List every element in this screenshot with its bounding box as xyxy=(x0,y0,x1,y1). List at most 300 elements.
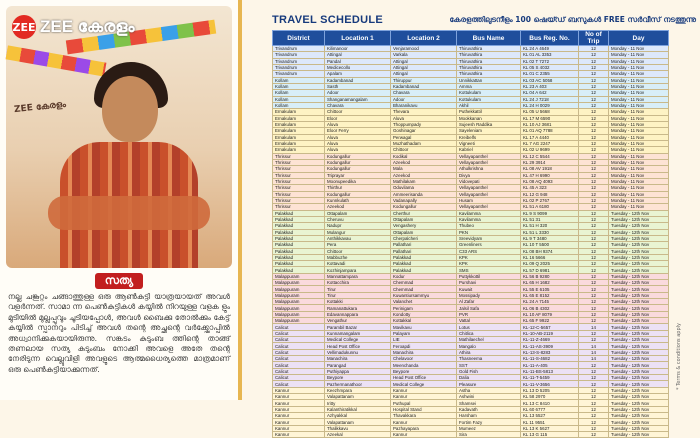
table-cell: Kottacchira xyxy=(325,280,391,286)
table-cell: Pallathari xyxy=(391,248,457,254)
table-cell: 12 xyxy=(579,235,609,241)
table-cell: 12 xyxy=(579,178,609,184)
table-cell: 12 xyxy=(579,400,609,406)
brand-caption: ZEE കേരളം xyxy=(13,99,67,116)
table-cell: Dalia xyxy=(457,375,521,381)
table-cell: Eloor Ferry xyxy=(325,128,391,134)
table-cell: KL 17 M 6590 xyxy=(521,115,579,121)
table-cell: Kollam xyxy=(273,83,325,89)
table-cell: Thevara xyxy=(391,109,457,115)
table-cell: Malappuram xyxy=(273,292,325,298)
table-cell: Attingal xyxy=(325,52,391,58)
table-cell: KL 29 3914 xyxy=(521,159,579,165)
table-cell: KL 51 L 3330 xyxy=(521,229,579,235)
table-cell: Palakkad xyxy=(273,254,325,260)
table-cell: Vengathur xyxy=(325,318,391,324)
table-cell: Monday - 11 Nov xyxy=(609,197,669,203)
table-cell: 14 xyxy=(579,324,609,330)
table-cell: KL-11-BS-5813 xyxy=(521,368,579,374)
table-cell: Perwagal xyxy=(391,134,457,140)
table-cell: KL 13 C 8410 xyxy=(521,400,579,406)
table-cell: Parambil Bazar xyxy=(325,324,391,330)
table-cell: Kannur xyxy=(391,419,457,425)
table-cell: Kabriel xyxy=(457,147,521,153)
table-cell: Pera xyxy=(325,242,391,248)
table-cell: 12 xyxy=(579,52,609,58)
table-cell: 14 xyxy=(579,343,609,349)
table-cell: Pleasure xyxy=(457,381,521,387)
table-cell: Thiruvathira xyxy=(457,52,521,58)
schedule-title: TRAVEL SCHEDULE xyxy=(272,14,384,26)
table-cell: Kannur xyxy=(391,394,457,400)
table-cell: 12 xyxy=(579,83,609,89)
table-cell: Calicut xyxy=(273,362,325,368)
table-cell: Thasneema xyxy=(457,356,521,362)
table-cell: KL 05 S 4032 xyxy=(521,64,579,70)
table-cell: Palakkad xyxy=(273,242,325,248)
table-cell: KL 12 C 5544 xyxy=(521,153,579,159)
table-cell: Hospital Stand xyxy=(391,406,457,412)
table-cell: Monday - 11 Nov xyxy=(609,102,669,108)
table-cell: 12 xyxy=(579,229,609,235)
table-cell: Calicut xyxy=(273,343,325,349)
table-cell: Muzhathadam xyxy=(391,140,457,146)
table-cell: Kilimanoor xyxy=(325,46,391,52)
table-cell: KL 10 AF 8079 xyxy=(521,311,579,317)
table-cell: Kodikal xyxy=(391,153,457,159)
table-cell: Thrissur xyxy=(273,166,325,172)
table-cell: Vidovepati xyxy=(457,178,521,184)
table-cell: KL 23 A 403 xyxy=(521,83,579,89)
table-cell: KL 08 AQ 4093 xyxy=(521,178,579,184)
table-cell: Chittoor xyxy=(391,147,457,153)
table-cell: Monday - 11 Nov xyxy=(609,153,669,159)
table-cell: Thrissur xyxy=(273,178,325,184)
table-cell: KL 08 BH 9374 xyxy=(521,248,579,254)
table-cell: 12 xyxy=(579,216,609,222)
table-cell: Kottakkal xyxy=(391,318,457,324)
table-cell: KL 01 AQ 7788 xyxy=(521,128,579,134)
table-cell: KL 13 5527 xyxy=(521,413,579,419)
table-cell: 12 xyxy=(579,147,609,153)
table-cell: C33 ARS xyxy=(457,248,521,254)
table-cell: Monday - 11 Nov xyxy=(609,204,669,210)
table-cell: Palakkad xyxy=(273,261,325,267)
table-cell: Tuesday - 12th Nov xyxy=(609,381,669,387)
table-cell: Kannur xyxy=(273,400,325,406)
table-cell: Attingal xyxy=(391,71,457,77)
table-cell: Parangad xyxy=(325,362,391,368)
table-cell: Gold Fish xyxy=(457,368,521,374)
table-cell: Tuesday - 12th Nov xyxy=(609,299,669,305)
table-cell: Tuesday - 12th Nov xyxy=(609,210,669,216)
table-cell: KL 04 A 642 xyxy=(521,90,579,96)
table-cell: 12 xyxy=(579,58,609,64)
table-cell: Tuesday - 12th Nov xyxy=(609,432,669,438)
table-cell: Sreevidyam xyxy=(457,235,521,241)
table-cell: Kodur xyxy=(391,273,457,279)
table-cell: Ottapalam xyxy=(391,229,457,235)
table-cell: KL 57 D 6981 xyxy=(521,267,579,273)
person-arms xyxy=(48,196,210,230)
table-cell: Triprayar xyxy=(325,172,391,178)
table-cell: 12 xyxy=(579,267,609,273)
table-cell: Manachira xyxy=(325,356,391,362)
table-cell: KL 47 H 6990 xyxy=(521,172,579,178)
table-cell: Calicut xyxy=(273,349,325,355)
table-cell: Kannur xyxy=(391,387,457,393)
table-cell: Chitlica xyxy=(457,330,521,336)
table-cell: Azeekod xyxy=(391,172,457,178)
table-cell: Purshavi xyxy=(457,280,521,286)
table-cell: KL-11-V-3656 xyxy=(521,381,579,387)
table-cell: KL 51 31 xyxy=(521,216,579,222)
table-cell: 12 xyxy=(579,413,609,419)
table-cell: Harsham xyxy=(457,413,521,419)
table-cell: Aluva xyxy=(325,140,391,146)
table-cell: Thrissur xyxy=(273,153,325,159)
table-cell: KL 11 9551 xyxy=(521,419,579,425)
table-cell: Medicecollo xyxy=(325,64,391,70)
table-cell: 12 xyxy=(579,292,609,298)
table-cell: 12 xyxy=(579,90,609,96)
table-cell: Aluva xyxy=(391,115,457,121)
table-cell: Attingal xyxy=(391,58,457,64)
table-cell: Perinigam xyxy=(391,305,457,311)
table-cell: 12 xyxy=(579,210,609,216)
table-cell: Tuesday - 12th Nov xyxy=(609,406,669,412)
table-cell: Palayam xyxy=(391,330,457,336)
table-cell: 12 xyxy=(579,248,609,254)
table-cell: KL 51 A 6180 xyxy=(521,204,579,210)
table-cell: KL-11-AS-3909 xyxy=(521,343,579,349)
table-cell: KL 10 T 5500 xyxy=(521,242,579,248)
table-cell: Kannur xyxy=(273,387,325,393)
table-cell: Jalsil Safa xyxy=(457,305,521,311)
table-cell: Greenliners xyxy=(457,242,521,248)
table-cell: Monday - 11 Nov xyxy=(609,96,669,102)
table-cell: Azeekal xyxy=(325,432,391,438)
table-cell: KL 55 E 6105 xyxy=(521,286,579,292)
table-cell: Tuesday - 12th Nov xyxy=(609,318,669,324)
table-cell: Monday - 11 Nov xyxy=(609,185,669,191)
table-cell: KL 9 T 3480 xyxy=(521,235,579,241)
table-cell: KL-11-T-5459 xyxy=(521,375,579,381)
table-cell: 12 xyxy=(579,368,609,374)
table-cell: Palakkad xyxy=(391,261,457,267)
table-cell: Monday - 11 Nov xyxy=(609,128,669,134)
table-cell: Ernakulam xyxy=(273,128,325,134)
table-cell: Varkala xyxy=(391,52,457,58)
table-cell: KL 02 T 7272 xyxy=(521,58,579,64)
table-cell: 12 xyxy=(579,115,609,121)
table-cell: Chittoor xyxy=(325,109,391,115)
table-cell: KL 24 H 0029 xyxy=(521,102,579,108)
table-cell: Kozhinjampara xyxy=(325,267,391,273)
table-cell: Tuesday - 12th Nov xyxy=(609,343,669,349)
table-cell: Mathilaechel xyxy=(457,337,521,343)
table-cell: KL 58 2970 xyxy=(521,394,579,400)
table-cell: Meenchanda xyxy=(391,362,457,368)
table-cell: 12 xyxy=(579,330,609,336)
table-cell: KL 24 A 4649 xyxy=(521,46,579,52)
table-cell: Feroapdi xyxy=(391,343,457,349)
table-cell: 12 xyxy=(579,299,609,305)
table-cell: Kottukulam xyxy=(457,96,521,102)
table-cell: 12 xyxy=(579,191,609,197)
table-cell: 12 xyxy=(579,311,609,317)
table-cell: Thalikkavu xyxy=(325,425,391,431)
table-cell: 12 xyxy=(579,197,609,203)
table-cell: Al Zafar xyxy=(457,299,521,305)
show-title-label: സത്യ xyxy=(95,273,143,289)
table-cell: Kollam xyxy=(273,96,325,102)
table-cell: Monday - 11 Nov xyxy=(609,46,669,52)
table-cell: Palakkad xyxy=(273,248,325,254)
table-cell: Thiruvathira xyxy=(457,64,521,70)
table-cell: Kavilamma xyxy=(457,216,521,222)
table-cell: Divya xyxy=(457,172,521,178)
table-cell: Trivandrum xyxy=(273,58,325,64)
table-cell: KL 03 AC 5058 xyxy=(521,77,579,83)
table-cell: 12 xyxy=(579,166,609,172)
table-cell: KL 51 H 320 xyxy=(521,223,579,229)
column-header: Bus Reg. No. xyxy=(521,31,579,46)
table-cell: Moonupeedika xyxy=(325,178,391,184)
table-cell: Pazhermanathoor xyxy=(325,381,391,387)
table-cell: Kottakki xyxy=(325,299,391,305)
table-cell: Thiruvathira xyxy=(457,46,521,52)
table-cell: Palakkad xyxy=(273,235,325,241)
table-cell: Ernakulam xyxy=(273,134,325,140)
table-cell: Tuesday - 12th Nov xyxy=(609,400,669,406)
table-cell: 12 xyxy=(579,381,609,387)
table-cell: Monday - 11 Nov xyxy=(609,58,669,64)
table-cell: KL 16 5666 xyxy=(521,254,579,260)
table-cell: KL 13 K 5627 xyxy=(521,425,579,431)
table-cell: 12 xyxy=(579,159,609,165)
table-cell: Kunnkulath xyxy=(325,197,391,203)
table-cell: Vellimadukunnu xyxy=(325,349,391,355)
table-cell: Kannur xyxy=(273,425,325,431)
table-cell: KL 01 AL 3353 xyxy=(521,52,579,58)
table-cell: Malappuram xyxy=(273,286,325,292)
table-cell: Kadavath xyxy=(457,406,521,412)
table-cell: Tuesday - 12th Nov xyxy=(609,305,669,311)
table-cell: Unnikkattan xyxy=(457,77,521,83)
schedule-table-wrap xyxy=(272,30,668,438)
table-cell: Azeekod xyxy=(325,204,391,210)
table-cell: 12 xyxy=(579,286,609,292)
table-cell: Shanganamangalam xyxy=(325,96,391,102)
table-cell: Beypore xyxy=(391,368,457,374)
table-cell: Kunnamangalam xyxy=(325,330,391,336)
table-cell: Trivandrum xyxy=(273,52,325,58)
show-synopsis: നല്ല ചങ്കൂറ്റം ചങ്ങാത്തുള്ള ഒരു ആൺകുട്ടി യാത്രയായത് അവൾ വളർന്നത്. സാമാ ന്ന പെൺകുട്ടികൾ കയ്യിൽ നിറയുള്ള വളക ളും മുടിയിൽ മുല്ലപ്പൂവും ചൂടിയപ്പോൾ, അവൾ ബൈക്കു തോൽക്കും കേട്ട് കയ്യിൽ സ്പാനറും പിടിച്ച് അവൾ തന്റെ അച്ഛന്റെ വർക്ക്ഷോപ്പിൽ അധ്വാനിക്കുകയായിരുന്നു. സങ്കടം കുടുംബ ത്തിന്റെ താങ്ങ് തണലായ സത്യ കുടുംബം നോക്കി അവളെ അതേ തന്റെ നേരിടുന്ന വെല്ലുവിളി അവളുടെ ആത്മധൈര്യത്തെ മാത്രമാണ് ഒരു പെൺകുട്ടിയാക്കുന്നത്. xyxy=(8,292,230,374)
table-cell: Thrissur xyxy=(273,191,325,197)
table-cell: KPK xyxy=(457,254,521,260)
table-cell: Kannur xyxy=(391,432,457,438)
table-cell: 12 xyxy=(579,185,609,191)
table-cell: Medical College xyxy=(325,337,391,343)
table-cell: 12 xyxy=(579,140,609,146)
table-cell: Iritty xyxy=(325,400,391,406)
table-cell: Tuesday - 12th Nov xyxy=(609,349,669,355)
table-cell: Tuesday - 12th Nov xyxy=(609,419,669,425)
table-cell: Malappuram xyxy=(273,273,325,279)
table-cell: Beypore xyxy=(325,375,391,381)
table-cell: Kodungallur xyxy=(325,166,391,172)
table-cell: KL 08 AV 1918 xyxy=(521,166,579,172)
table-cell: Tuesday - 12th Nov xyxy=(609,273,669,279)
table-cell: Kalanthiratikkal xyxy=(325,406,391,412)
table-cell: Vellayapanthel xyxy=(457,153,521,159)
table-cell: Calicut xyxy=(273,375,325,381)
table-cell: KL 24 A 7145 xyxy=(521,299,579,305)
table-cell: Sayeleniam xyxy=(457,128,521,134)
table-cell: 12 xyxy=(579,394,609,400)
table-cell: Tuesday - 12th Nov xyxy=(609,229,669,235)
table-cell: Athira xyxy=(457,349,521,355)
table-cell: Monday - 11 Nov xyxy=(609,178,669,184)
table-cell: Tuesday - 12th Nov xyxy=(609,368,669,374)
table-cell: Vadanapally xyxy=(391,197,457,203)
table-cell: KL-12-C-5657 xyxy=(521,324,579,330)
table-cell: Palakkad xyxy=(273,216,325,222)
table-cell: 12 xyxy=(579,419,609,425)
table-cell: Kannur xyxy=(273,413,325,419)
table-cell: SMS xyxy=(457,267,521,273)
table-cell: Vellayapanthel xyxy=(457,191,521,197)
table-cell: Palakkad xyxy=(391,254,457,260)
table-cell: KL-10-AB-2119 xyxy=(521,330,579,336)
table-cell: Thoppumpady xyxy=(391,121,457,127)
terms-note: * Terms & conditions apply xyxy=(676,323,682,390)
table-cell: Tuesday - 12th Nov xyxy=(609,375,669,381)
table-cell: Head Post Office xyxy=(391,375,457,381)
column-header: Location 2 xyxy=(391,31,457,46)
table-cell: KL 13 D 5205 xyxy=(521,387,579,393)
table-cell: Ammeerisanda xyxy=(391,191,457,197)
table-cell: Kavilamma xyxy=(457,210,521,216)
table-cell: 12 xyxy=(579,109,609,115)
table-cell: Tuesday - 12th Nov xyxy=(609,280,669,286)
table-cell: Calicut xyxy=(273,324,325,330)
table-cell: Tuesday - 12th Nov xyxy=(609,261,669,267)
table-cell: Azeekod xyxy=(391,159,457,165)
table-cell: Azhyakkal xyxy=(325,413,391,419)
table-cell: Kodungallur xyxy=(325,153,391,159)
table-cell: Ottapalam xyxy=(391,216,457,222)
schedule-subtitle: കേരളത്തിലുടനീളം 100 ഷെയ്ഡ് ബസുകൾ FREE സർവീസ് നടത്തുന്നു xyxy=(449,15,696,24)
table-cell: KPK xyxy=(457,261,521,267)
table-cell: Mangalo xyxy=(457,343,521,349)
table-cell: Chavara xyxy=(391,90,457,96)
table-cell: Palakkad xyxy=(273,267,325,273)
table-cell: Keezhmpara xyxy=(325,387,391,393)
show-title xyxy=(6,272,232,290)
table-cell: Mathilakam xyxy=(391,178,457,184)
table-cell: KL 02 P 2767 xyxy=(521,197,579,203)
table-cell: SST xyxy=(457,362,521,368)
table-cell: Vellayapanthel xyxy=(457,204,521,210)
table-cell: KL 12 G 948 xyxy=(521,191,579,197)
table-cell: Ernakulam xyxy=(273,115,325,121)
table-cell: Trivandrum xyxy=(273,64,325,70)
table-cell: Tuesday - 12th Nov xyxy=(609,362,669,368)
table-cell: Aluva xyxy=(325,121,391,127)
table-cell: Cherpalcheri xyxy=(391,235,457,241)
table-cell: Monday - 11 Nov xyxy=(609,166,669,172)
column-header: Location 1 xyxy=(325,31,391,46)
logo-mark: ZEE xyxy=(12,15,36,39)
table-cell: Kondotty xyxy=(391,311,457,317)
table-cell: KL 56 B 9280 xyxy=(521,273,579,279)
table-cell: KL-11-A-405 xyxy=(521,362,579,368)
table-cell: Tuesday - 12th Nov xyxy=(609,311,669,317)
table-cell: Monday - 11 Nov xyxy=(609,115,669,121)
table-cell: 12 xyxy=(579,128,609,134)
table-cell: Ernakulam xyxy=(273,109,325,115)
table-cell: 12 xyxy=(579,172,609,178)
table-cell: Tuesday - 12th Nov xyxy=(609,248,669,254)
table-cell: 12 xyxy=(579,387,609,393)
table-cell: Monday - 11 Nov xyxy=(609,159,669,165)
table-cell: Vellayapanthel xyxy=(457,159,521,165)
table-cell: KL-13-S-8283 xyxy=(521,349,579,355)
table-cell: Thubeo xyxy=(457,223,521,229)
table-cell: Palakkad xyxy=(273,210,325,216)
table-cell: Monday - 11 Nov xyxy=(609,64,669,70)
table-cell: Monday - 11 Nov xyxy=(609,77,669,83)
table-cell: Medical College xyxy=(391,381,457,387)
table-cell: KL-11-Z-4669 xyxy=(521,337,579,343)
table-cell: Monday - 11 Nov xyxy=(609,52,669,58)
table-cell: 12 xyxy=(579,318,609,324)
table-cell: Palakkad xyxy=(273,229,325,235)
table-cell: 12 xyxy=(579,64,609,70)
table-cell: Attingal xyxy=(391,64,457,70)
table-cell: 12 xyxy=(579,406,609,412)
table-row xyxy=(273,432,669,438)
table-cell: 12 xyxy=(579,223,609,229)
table-cell: Kollam xyxy=(273,102,325,108)
table-cell: Malappuram xyxy=(273,299,325,305)
table-cell: 14 xyxy=(579,356,609,362)
table-cell: Monday - 11 Nov xyxy=(609,83,669,89)
table-cell: 12 xyxy=(579,280,609,286)
table-cell: Valanchet xyxy=(391,299,457,305)
table-cell: 12 xyxy=(579,121,609,127)
table-cell: 12 xyxy=(579,425,609,431)
table-cell: Mala xyxy=(391,166,457,172)
table-cell: Thrissur xyxy=(273,172,325,178)
table-cell: 14 xyxy=(579,349,609,355)
table-cell: Mabbuzhe xyxy=(325,254,391,260)
table-cell: Goshinagar xyxy=(391,128,457,134)
table-cell: Monday - 11 Nov xyxy=(609,191,669,197)
table-cell: Husam xyxy=(457,197,521,203)
column-header: No of Trip xyxy=(579,31,609,46)
column-header: Day xyxy=(609,31,669,46)
table-cell: Thrissur xyxy=(273,159,325,165)
table-cell: Tuesday - 12th Nov xyxy=(609,267,669,273)
table-cell: Kollam xyxy=(273,77,325,83)
table-cell: Venjaramood xyxy=(391,46,457,52)
table-cell: 12 xyxy=(579,102,609,108)
table-cell: Vattal xyxy=(457,318,521,324)
table-cell: Tuesday - 12th Nov xyxy=(609,223,669,229)
